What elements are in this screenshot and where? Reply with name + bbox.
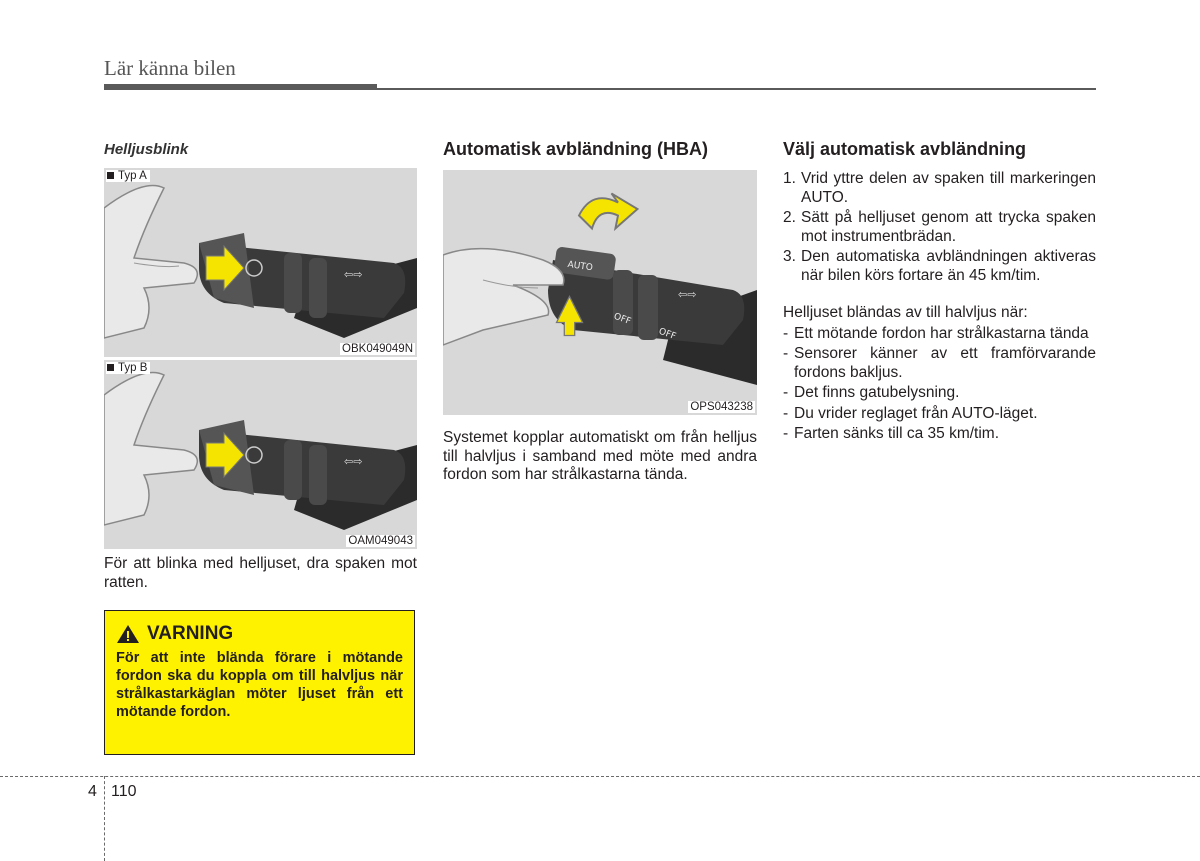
step-number: 2. bbox=[783, 209, 796, 226]
warning-box bbox=[104, 610, 415, 755]
footer-dashed-rule bbox=[0, 776, 1200, 777]
bullet-dash: - bbox=[783, 425, 789, 442]
hba-description: Systemet kopplar automatiskt om från helljus till halvljus i samband med möte med andra fordon som har strålkastarna tända. bbox=[443, 429, 757, 483]
figure-tag-a bbox=[106, 170, 150, 182]
figure-code-hba: OPS043238 bbox=[690, 401, 753, 413]
lever-label-off-2: OFF bbox=[657, 326, 678, 343]
bullet-dash: - bbox=[783, 384, 789, 401]
header-rule-thin bbox=[377, 88, 1096, 90]
figure-type-a bbox=[104, 168, 417, 357]
step-number: 3. bbox=[783, 248, 796, 265]
step-text: Den automatiska avbländningen aktiveras när bilen körs fortare än 45 km/tim. bbox=[801, 248, 1096, 284]
figure-code-b: OAM049043 bbox=[348, 535, 413, 547]
condition-item bbox=[783, 325, 1096, 344]
lever-label-off-1: OFF bbox=[612, 311, 633, 328]
steps-list bbox=[783, 170, 1096, 285]
right-column bbox=[783, 138, 1096, 446]
section-title-hba: Automatisk avbländning (HBA) bbox=[443, 139, 709, 159]
condition-item bbox=[783, 384, 1096, 403]
step-text: Vrid yttre delen av spaken till markeringen AUTO. bbox=[801, 170, 1096, 206]
bullet-square-icon bbox=[107, 364, 114, 371]
condition-text: Du vrider reglaget från AUTO-läget. bbox=[794, 404, 1038, 422]
figure-tag-label: Typ A bbox=[118, 170, 147, 182]
figure-type-b bbox=[104, 360, 417, 549]
subheading-helljusblink: Helljusblink bbox=[104, 141, 189, 158]
middle-column bbox=[443, 138, 757, 485]
step-text: Sätt på helljuset genom att trycka spaken mot instrumentbrädan. bbox=[801, 209, 1096, 245]
hba-lever-illustration bbox=[443, 170, 757, 415]
step-item bbox=[783, 209, 1096, 246]
conditions-intro: Helljuset bländas av till halvljus när: bbox=[783, 304, 1028, 321]
chapter-number: 4 bbox=[88, 783, 97, 800]
figure-tag-b bbox=[106, 362, 150, 374]
warning-text: För att inte blända förare i mötande fordon ska du koppla om till halvljus när strålkastarkäglan möter ljuset från ett mötande fordon. bbox=[116, 650, 403, 720]
figure-code-a: OBK049049N bbox=[342, 343, 413, 355]
footer-dashed-vertical-rule bbox=[104, 776, 105, 861]
svg-text:⇦⇨: ⇦⇨ bbox=[678, 288, 697, 301]
section-title-select-hba: Välj automatisk avbländning bbox=[783, 139, 1027, 159]
helljusblink-text: För att blinka med helljuset, dra spaken mot ratten. bbox=[104, 555, 417, 591]
warning-title: VARNING bbox=[147, 623, 234, 644]
condition-item bbox=[783, 405, 1096, 424]
left-column bbox=[104, 138, 417, 592]
lever-illustration-a bbox=[104, 168, 417, 357]
bullet-square-icon bbox=[107, 172, 114, 179]
warning-header bbox=[116, 623, 403, 645]
svg-text:⇦⇨: ⇦⇨ bbox=[344, 455, 363, 468]
page-number: 110 bbox=[111, 783, 137, 800]
figure-hba bbox=[443, 170, 757, 415]
condition-text: Farten sänks till ca 35 km/tim. bbox=[794, 425, 1000, 442]
bullet-dash: - bbox=[783, 324, 789, 342]
step-item bbox=[783, 170, 1096, 207]
lever-illustration-b bbox=[104, 360, 417, 549]
step-item bbox=[783, 248, 1096, 285]
header-rule bbox=[104, 84, 377, 90]
condition-item bbox=[783, 425, 1096, 444]
condition-item bbox=[783, 345, 1096, 382]
bullet-dash: - bbox=[783, 345, 789, 362]
step-number: 1. bbox=[783, 170, 796, 187]
condition-text: Det finns gatubelysning. bbox=[794, 384, 960, 401]
condition-text: Ett mötande fordon har strålkastarna tända bbox=[794, 324, 1089, 342]
chapter-header-title: Lär känna bilen bbox=[104, 56, 236, 80]
condition-text: Sensorer känner av ett framförvarande fordons bakljus. bbox=[794, 345, 1096, 381]
conditions-list bbox=[783, 325, 1096, 444]
figure-tag-label: Typ B bbox=[118, 362, 148, 374]
bullet-dash: - bbox=[783, 404, 789, 422]
lever-label-auto: AUTO bbox=[566, 259, 594, 274]
svg-text:⇦⇨: ⇦⇨ bbox=[344, 268, 363, 281]
warning-triangle-icon bbox=[116, 624, 140, 644]
